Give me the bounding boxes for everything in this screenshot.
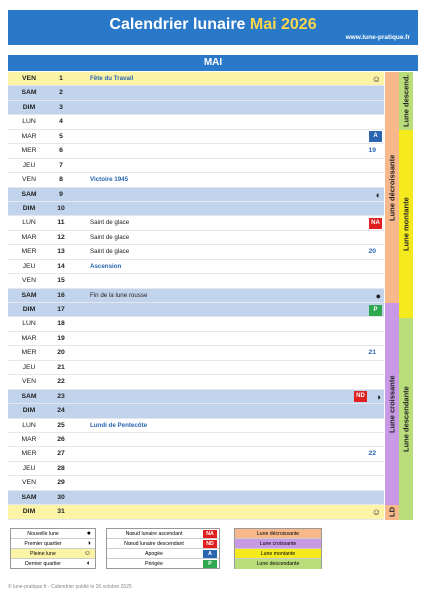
day-number: 21 (57, 363, 65, 371)
page-header (8, 10, 418, 45)
day-row (8, 462, 384, 476)
legend-phase-label: Premier quartier (24, 541, 62, 547)
day-number: 3 (59, 103, 63, 111)
moon-phase-icon: ◐ (375, 189, 381, 200)
perigee-hour: 21 (368, 349, 376, 357)
legend-moon-type: Lune décroissante (235, 529, 321, 539)
legend-moon-type: Lune montante (235, 549, 321, 559)
day-number: 12 (57, 233, 65, 241)
legend-node-label: Périgée (145, 561, 163, 567)
day-number: 28 (57, 464, 65, 472)
day-number: 24 (57, 407, 65, 415)
day-row (8, 72, 384, 86)
day-number: 17 (57, 306, 65, 313)
day-number: 4 (59, 118, 63, 126)
day-name: SAM (21, 392, 37, 400)
day-name: LUN (22, 219, 36, 227)
day-name: JEU (22, 363, 36, 371)
legend-phase-row (11, 559, 95, 569)
day-name: VEN (22, 176, 36, 184)
day-number: 18 (57, 320, 65, 328)
legend-phase-icon: ☺ (83, 550, 91, 557)
day-row (8, 115, 384, 129)
legend-phase-icon: ◑ (86, 540, 91, 547)
legend-moon-types (234, 528, 322, 569)
node-badge: ND (354, 391, 367, 402)
day-number: 8 (59, 176, 63, 184)
day-row (8, 505, 384, 519)
day-number: 29 (57, 479, 65, 487)
legend-node-label: Apogée (145, 551, 163, 557)
legend-phases (10, 528, 96, 569)
legend-phase-label: Dernier quartier (24, 561, 62, 567)
day-row (8, 173, 384, 187)
day-number: 23 (57, 392, 65, 400)
day-name: MAR (21, 233, 37, 241)
legend-phase-label: Pleine lune (30, 551, 56, 557)
day-number: 5 (59, 132, 63, 140)
legend-phase-row (11, 549, 95, 559)
bar-ld: LD (385, 505, 399, 520)
legend-node-row (107, 529, 219, 539)
day-row (8, 130, 384, 144)
day-number: 25 (57, 421, 65, 429)
day-row (8, 274, 384, 288)
page-title (8, 16, 418, 34)
day-number: 19 (57, 334, 65, 342)
day-row (8, 289, 384, 303)
moon-phase-icon: ● (375, 290, 381, 301)
day-row (8, 260, 384, 274)
legend-phase-row (11, 539, 95, 549)
day-number: 14 (57, 262, 65, 270)
day-row (8, 231, 384, 245)
day-number: 26 (57, 435, 65, 443)
day-number: 10 (57, 204, 65, 212)
day-name: VEN (22, 277, 36, 285)
day-number: 7 (59, 161, 63, 169)
day-number: 20 (57, 349, 65, 357)
day-row (8, 404, 384, 418)
calendar-grid (8, 72, 384, 520)
day-name: JEU (22, 262, 36, 270)
day-row (8, 447, 384, 461)
perigee-hour: 20 (368, 248, 376, 256)
bar-lune-descendante: Lune descendante (399, 318, 413, 520)
day-row (8, 159, 384, 173)
day-event: Saint de glace (90, 219, 130, 227)
day-name: LUN (22, 320, 36, 328)
day-name: SAM (21, 493, 37, 501)
moon-phase-icon: ☺ (371, 507, 381, 518)
node-badge: NA (369, 218, 382, 229)
day-name: LUN (22, 118, 36, 126)
day-event: Saint de glace (90, 233, 130, 241)
day-row (8, 332, 384, 346)
day-name: VEN (22, 75, 36, 82)
day-row (8, 317, 384, 331)
day-row (8, 245, 384, 259)
legend-moon-type: Lune croissante (235, 539, 321, 549)
day-row (8, 491, 384, 505)
title-highlight: Mai 2026 (249, 16, 317, 33)
bar-lune-montante: Lune montante (399, 130, 413, 318)
day-name: MER (21, 349, 37, 357)
day-name: DIM (22, 508, 36, 516)
day-row (8, 476, 384, 490)
day-event: Saint de glace (90, 248, 130, 256)
day-number: 15 (57, 277, 65, 285)
footer-text: © lune-pratique.fr - Calendrier publié le 26 octobre 2025 (8, 584, 132, 590)
day-name: DIM (22, 204, 36, 212)
perigee-hour: 19 (368, 147, 376, 155)
day-number: 13 (57, 248, 65, 256)
legend-node-code: NA (203, 530, 217, 538)
bar-lune-descend: Lune descend. (399, 72, 413, 130)
day-row (8, 101, 384, 115)
legend-phase-icon: ● (86, 530, 91, 537)
day-number: 31 (57, 508, 65, 516)
day-row (8, 375, 384, 389)
day-name: MAR (21, 334, 37, 342)
legend-node-label: Nœud lunaire descendant (124, 541, 184, 547)
day-row (8, 303, 384, 317)
day-name: JEU (22, 464, 36, 472)
title-main: Calendrier lunaire (109, 16, 250, 33)
day-row (8, 346, 384, 360)
legend-node-label: Nœud lunaire ascendant (125, 531, 183, 537)
day-row (8, 216, 384, 230)
site-link[interactable]: www.lune-pratique.fr (345, 34, 410, 41)
moon-phase-icon: ◑ (375, 391, 381, 402)
node-badge: P (369, 305, 382, 316)
month-label: MAI (8, 55, 418, 71)
day-event: Fin de la lune rousse (90, 291, 148, 299)
day-name: MER (21, 248, 37, 256)
legend-node-row (107, 549, 219, 559)
day-row (8, 419, 384, 433)
day-event: Victoire 1945 (90, 176, 129, 184)
day-name: SAM (21, 291, 37, 299)
day-name: DIM (22, 407, 36, 415)
legend-nodes (106, 528, 220, 569)
day-number: 30 (57, 493, 65, 501)
bar-lune-decroissante: Lune décroissante (385, 72, 399, 303)
legend-node-row (107, 539, 219, 549)
day-number: 1 (59, 75, 63, 82)
moon-phase-icon: ☺ (371, 74, 381, 84)
legend-phase-row (11, 529, 95, 539)
day-row (8, 433, 384, 447)
node-badge: A (369, 131, 382, 142)
day-event: Lundi de Pentecôte (90, 421, 148, 429)
legend-node-code: P (203, 560, 217, 568)
legend-node-code: A (203, 550, 217, 558)
day-name: MAR (21, 435, 37, 443)
day-name: LUN (22, 421, 36, 429)
day-event: Ascension (90, 262, 122, 270)
legend-moon-type: Lune descendante (235, 559, 321, 569)
day-number: 6 (59, 147, 63, 155)
day-name: DIM (22, 103, 36, 111)
day-name: VEN (22, 479, 36, 487)
legend-phase-label: Nouvelle lune (27, 531, 59, 537)
day-row (8, 202, 384, 216)
day-name: MER (21, 147, 37, 155)
legend-node-row (107, 559, 219, 569)
day-number: 2 (59, 89, 63, 97)
legend-node-code: ND (203, 540, 217, 548)
day-name: SAM (21, 190, 37, 198)
day-name: VEN (22, 378, 36, 386)
day-number: 16 (57, 291, 65, 299)
day-name: JEU (22, 161, 36, 169)
day-event: Fête du Travail (90, 75, 134, 82)
day-row (8, 144, 384, 158)
day-number: 27 (57, 450, 65, 458)
legend-phase-icon: ◐ (86, 560, 91, 567)
bar-lune-croissante: Lune croissante (385, 303, 399, 505)
day-row (8, 390, 384, 404)
day-number: 11 (57, 219, 65, 227)
day-name: MER (21, 450, 37, 458)
day-row (8, 188, 384, 202)
day-name: MAR (21, 132, 37, 140)
day-number: 9 (59, 190, 63, 198)
day-name: SAM (21, 89, 37, 97)
day-number: 22 (57, 378, 65, 386)
day-row (8, 361, 384, 375)
day-row (8, 86, 384, 100)
perigee-hour: 22 (368, 450, 376, 458)
day-name: DIM (22, 306, 36, 313)
